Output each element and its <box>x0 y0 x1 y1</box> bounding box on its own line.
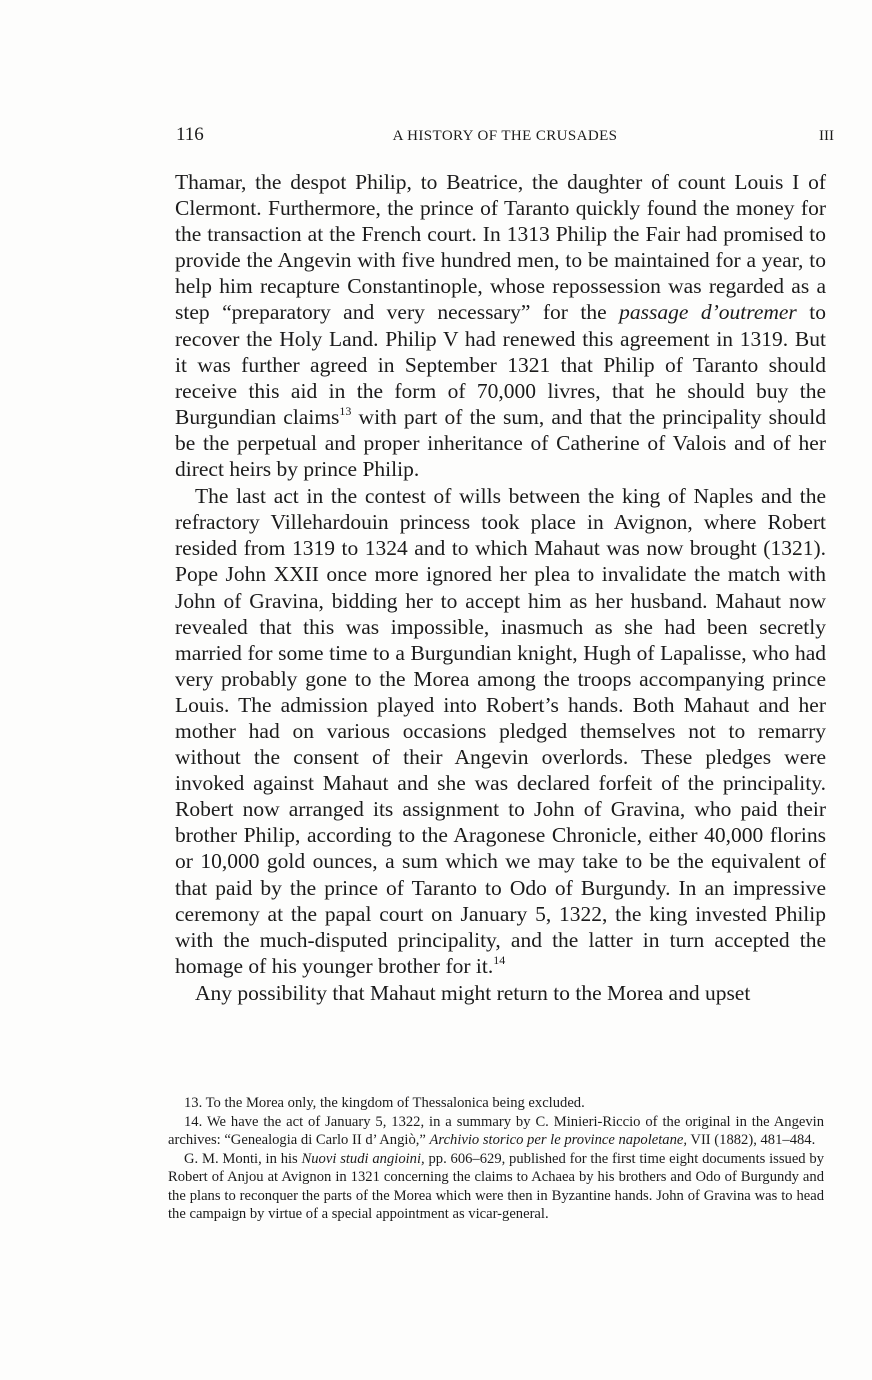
paragraph-1 <box>175 169 826 482</box>
footnote-ref-14: 14 <box>493 952 506 967</box>
footnote-14c-italic: Nuovi studi angioini, <box>301 1150 425 1167</box>
page-number: 116 <box>176 124 204 145</box>
footnote-ref-13: 13 <box>339 403 352 418</box>
paragraph-1-text-b: to recover the Holy Land. Philip V had renewed this agreement in 1319. But it was further agreed in September 1321 that Philip of Taranto should receive this aid in the form of 70,000 livres, that he should buy the Burgundian claims <box>175 300 826 429</box>
footnote-14 <box>168 1113 824 1150</box>
footnotes <box>168 1094 824 1224</box>
paragraph-2-text: The last act in the contest of wills between the king of Naples and the refractory Villehardouin princess took place in Avignon, where Robert resided from 1319 to 1324 and to which Mahaut was now brought (1321). Pope John XXII once more ignored her plea to invalidate the match with John of Gravina, bidding her to accept him as her husband. Mahaut now revealed that this was impossible, inasmuch as she had been secretly married for some time to a Burgundian knight, Hugh of Lapalisse, who had very probably gone to the Morea among the troops accompanying prince Louis. The admission played into Robert’s hands. Both Mahaut and her mother had on various occasions pledged themselves not to remarry without the consent of their Angevin overlords. These pledges were invoked against Mahaut and she was declared forfeit of the principality. Robert now arranged its assignment to John of Gravina, who paid their brother Philip, according to the Aragonese Chronicle, either 40,000 florins or 10,000 gold ounces, a sum which we may take to be the equivalent of that paid by the prince of Taranto to Odo of Burgundy. In an impressive ceremony at the papal court on January 5, 1322, the king invested Philip with the much-disputed principality, and the latter in turn accepted the homage of his younger brother for it. <box>175 484 826 978</box>
paragraph-1-italic: passage d’outremer <box>619 300 797 325</box>
paragraph-2 <box>175 483 826 979</box>
footnote-14-italic: Archivio storico per le province napoletane, <box>429 1132 688 1148</box>
paragraph-1-text-c: with part of the sum, and that the principality should be the perpetual and proper inheritance of Catherine of Valois and of her direct heirs by prince Philip. <box>175 404 826 482</box>
footnote-14-text-b: VII (1882), 481–484. <box>687 1132 816 1148</box>
paragraph-3: Any possibility that Mahaut might return to the Morea and upset <box>195 980 751 1005</box>
paragraph-1-text-a: Thamar, the despot Philip, to Beatrice, the daughter of count Louis I of Clermont. Furthermore, the prince of Taranto quickly found the money for the transaction at the French court. In 1313 Philip the Fair had promised to provide the Angevin with five hundred men, to be maintained for a year, to help him recapture Constantinople, whose repossession was regarded as a step “preparatory and very necessary” for the <box>175 170 826 325</box>
footnote-14-continued <box>168 1150 824 1224</box>
footnote-14-text-a: 14. We have the act of January 5, 1322, in a summary by C. Minieri-Riccio of the original in the Angevin archives: “Genealogia di Carlo II d’ Angiò,” <box>168 1113 824 1148</box>
footnote-13: 13. To the Morea only, the kingdom of Thessalonica being excluded. <box>184 1095 585 1111</box>
volume-number: III <box>819 128 834 144</box>
running-head <box>176 124 834 150</box>
running-title: A HISTORY OF THE CRUSADES <box>392 128 618 144</box>
footnote-14c-text-a: G. M. Monti, in his <box>184 1150 302 1167</box>
body-text <box>175 169 826 1006</box>
footnote-14c-text-b: pp. 606–629, published for the first time eight documents issued by Robert of Anjou at Avignon in 1321 concerning the claims to Achaea by his brothers and Odo of Burgundy and the plans to reconquer the parts of the Morea which were then in Byzantine hands. John of Gravina was to head the campaign by virtue of a special appointment as vicar-general. <box>168 1150 824 1222</box>
